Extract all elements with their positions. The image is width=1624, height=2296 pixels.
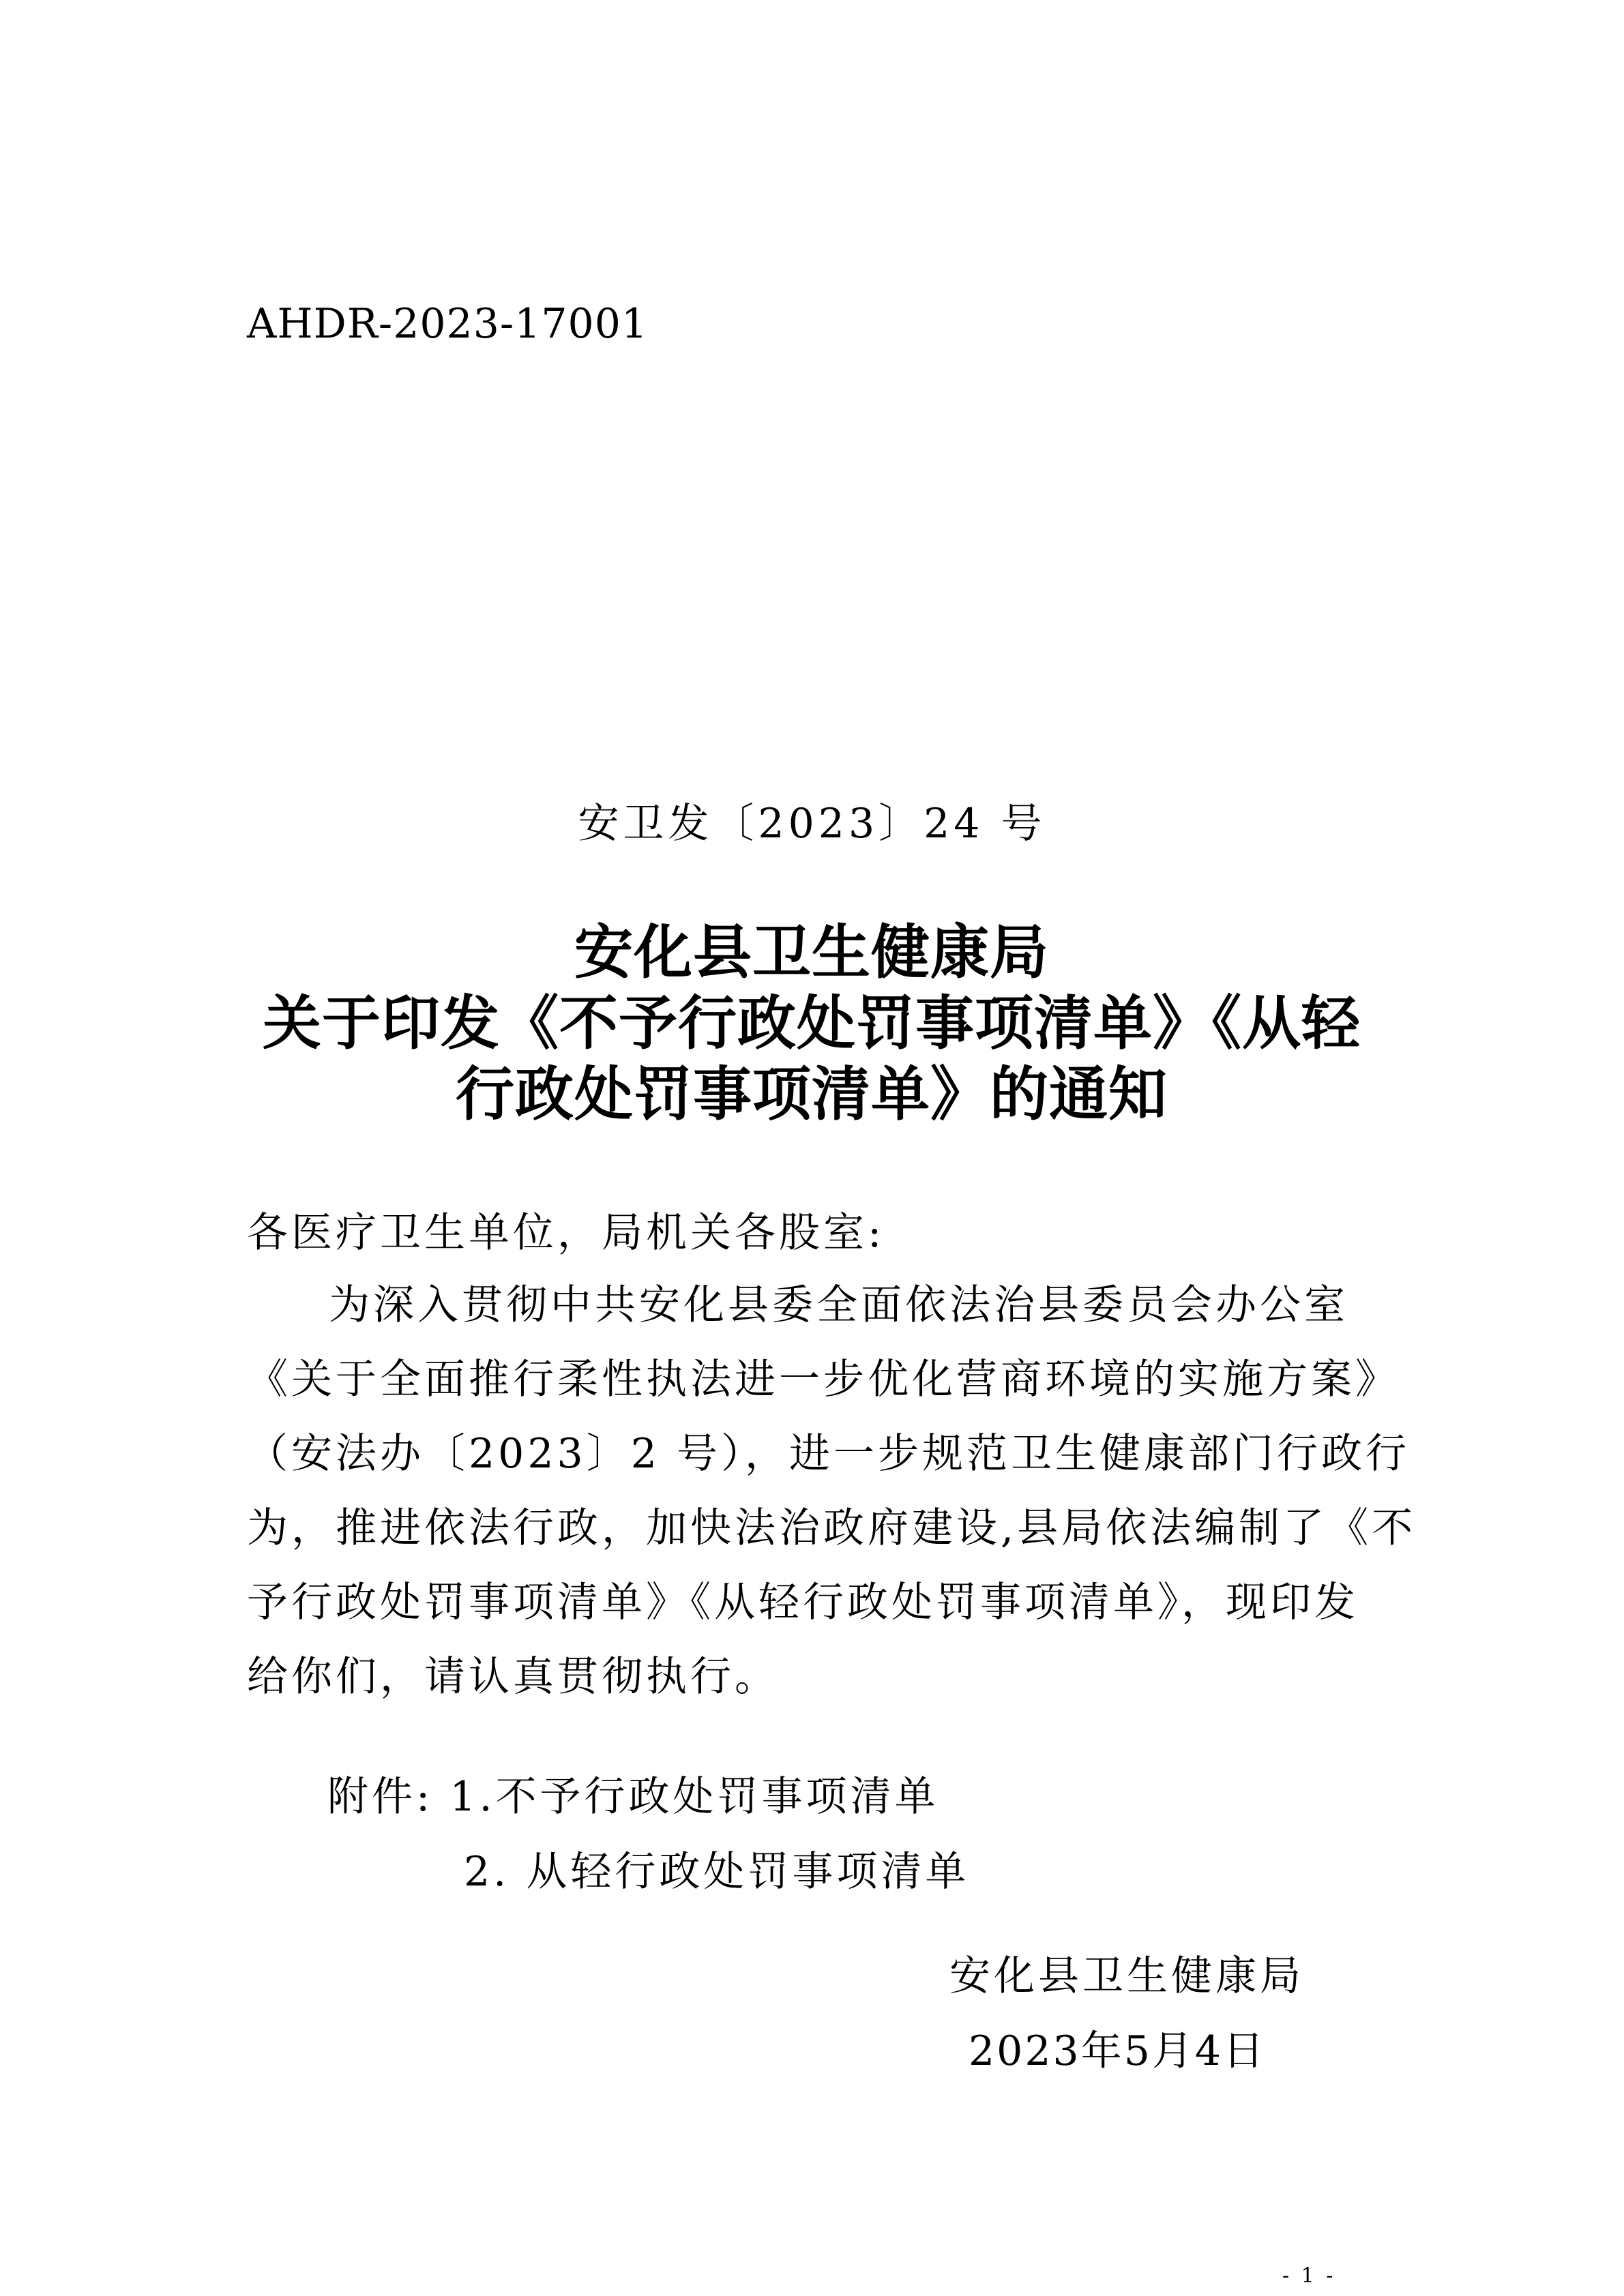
page-number: - 1 - bbox=[1282, 2264, 1336, 2288]
body-line: 《关于全面推行柔性执法进一步优化营商环境的实施方案》 bbox=[247, 1356, 1400, 1403]
body-line: 为，推进依法行政，加快法治政府建设,县局依法编制了《不 bbox=[247, 1504, 1417, 1552]
document-code: AHDR-2023-17001 bbox=[247, 300, 649, 348]
attachment-item: 2. 从轻行政处罚事项清单 bbox=[464, 1848, 970, 1896]
sign-date: 2023年5月4日 bbox=[969, 2027, 1267, 2075]
attachments-label: 附件: bbox=[327, 1773, 434, 1821]
document-title bbox=[232, 917, 1391, 1130]
attachment-item: 1.不予行政处罚事项清单 bbox=[449, 1773, 939, 1821]
title-line: 安化县卫生健康局 bbox=[574, 918, 1049, 987]
attachment-first-line bbox=[327, 1759, 969, 1834]
body-line: 为深入贯彻中共安化县委全面依法治县委员会办公室 bbox=[329, 1281, 1348, 1329]
body-line: 给你们，请认真贯彻执行。 bbox=[247, 1653, 779, 1701]
body-paragraph bbox=[247, 1268, 1417, 1714]
document-number: 安卫发〔2023〕24 号 bbox=[578, 800, 1046, 848]
body-line: 予行政处罚事项清单》《从轻行政处罚事项清单》，现印发 bbox=[247, 1579, 1359, 1626]
signer: 安化县卫生健康局 bbox=[949, 1952, 1304, 2000]
title-line: 关于印发《不予行政处罚事项清单》《从轻 bbox=[263, 989, 1361, 1058]
title-line: 行政处罚事项清单》的通知 bbox=[456, 1060, 1168, 1129]
addressee: 各医疗卫生单位，局机关各股室: bbox=[247, 1209, 885, 1257]
body-line: （安法办〔2023〕2 号），进一步规范卫生健康部门行政行 bbox=[247, 1430, 1410, 1478]
attachments bbox=[327, 1759, 969, 1909]
